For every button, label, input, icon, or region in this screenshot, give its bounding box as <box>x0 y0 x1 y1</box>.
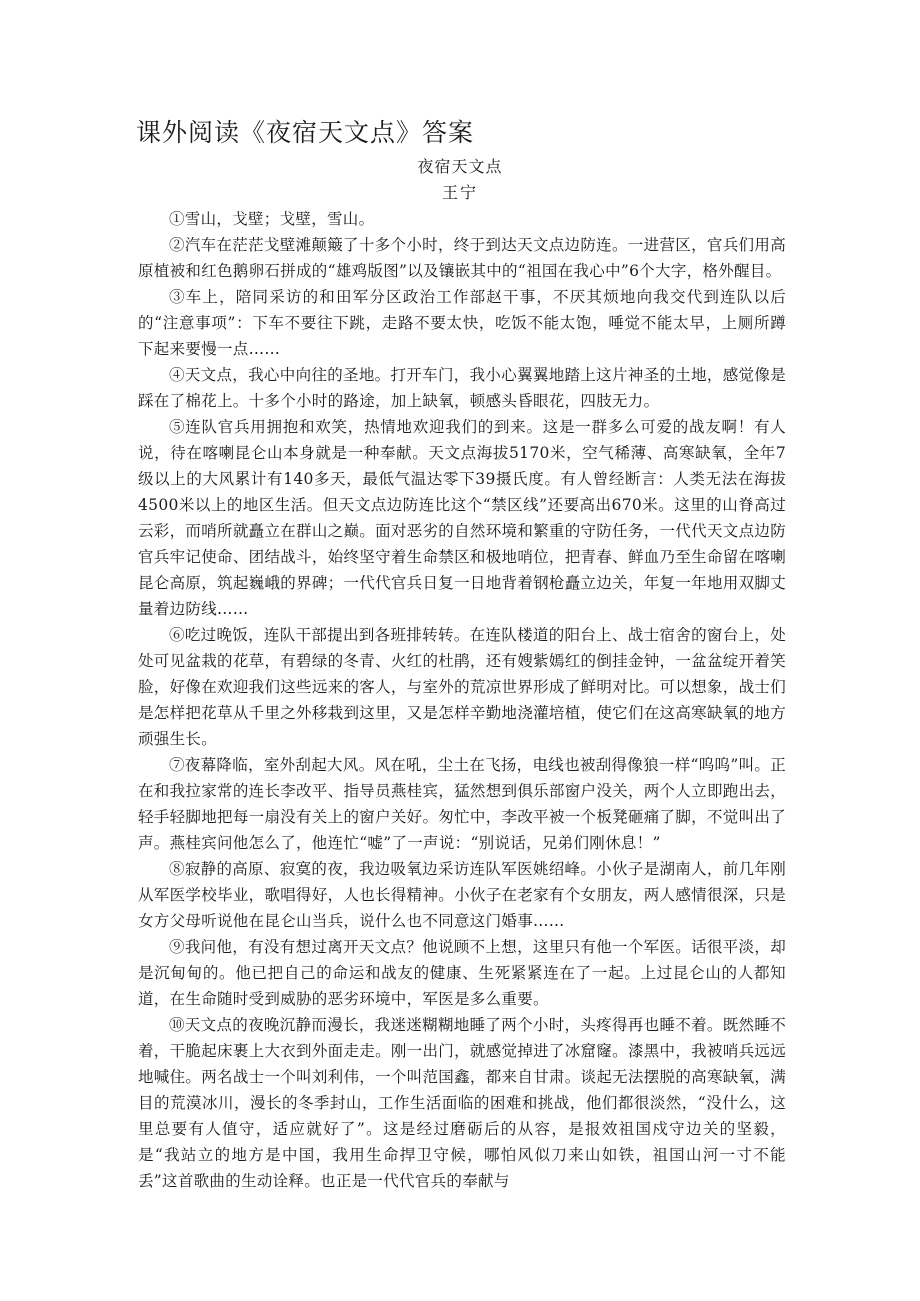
paragraph-3: ③车上，陪同采访的和田军分区政治工作部赵干事，不厌其烦地向我交代到连队以后的“注意事项”：下车不要往下跳，走路不要太快，吃饭不能太饱，唾觉不能太早，上厕所蹲下起来要慢一点…… <box>138 288 786 358</box>
article-body <box>138 206 786 1194</box>
paragraph-9: ⑨我问他，有没有想过离开天文点？他说顾不上想，这里只有他一个军医。话很平淡，却是沉甸甸的。他已把自己的命运和战友的健康、生死紧紧连在了一起。上过昆仑山的人都知道，在生命随时受到威胁的恶劣环境中，军医是多么重要。 <box>138 938 786 1008</box>
article-author: 王宁 <box>441 183 478 202</box>
document-heading: 课外阅读《夜宿天文点》答案 <box>136 118 475 147</box>
paragraph-10: ⑩天文点的夜晚沉静而漫长，我迷迷糊糊地睡了两个小时，头疼得再也睡不着。既然睡不着，干脆起床裹上大衣到外面走走。刚一出门，就感觉掉进了冰窟窿。漆黑中，我被哨兵远远地喊住。两名战士一个叫刘利伟，一个叫范国鑫，都来自甘肃。谈起无法摆脱的高寒缺氧，满目的荒漠冰川，漫长的冬季封山，工作生活面临的困难和挑战，他们都很淡然，“没什么，这里总要有人值守，适应就好了”。这是经过磨砺后的从容，是报效祖国戍守边关的坚毅，是“我站立的地方是中国，我用生命捍卫守候，哪怕风似刀来山如铁，祖国山河一寸不能丢”这首歌曲的生动诠释。也正是一代代官兵的奉献与 <box>138 1016 786 1190</box>
paragraph-7: ⑦夜幕降临，室外刮起大风。风在吼，尘土在飞扬，电线也被刮得像狼一样“呜呜”叫。正在和我拉家常的连长李改平、指导员燕桂宾，猛然想到俱乐部窗户没关，两个人立即跑出去，轻手轻脚地把每一扇没有关上的窗户关好。匆忙中，李改平被一个板凳砸痛了脚，不觉叫出了声。燕桂宾问他怎么了，他连忙“嘘”了一声说：“别说话，兄弟们刚休息！” <box>138 756 786 852</box>
paragraph-1: ①雪山，戈壁；戈壁，雪山。 <box>169 210 375 228</box>
article-title: 夜宿天文点 <box>417 157 503 176</box>
paragraph-4: ④天文点，我心中向往的圣地。打开车门，我小心翼翼地踏上这片神圣的土地，感觉像是踩在了棉花上。十多个小时的路途，加上缺氧，顿感头昏眼花，四肢无力。 <box>138 366 786 410</box>
paragraph-6: ⑥吃过晚饭，连队干部提出到各班排转转。在连队楼道的阳台上、战士宿舍的窗台上，处处可见盆栽的花草，有碧绿的冬青、火红的杜鹃，还有嫂紫嫣红的倒挂金钟，一盆盆绽开着笑脸，好像在欢迎我们这些远来的客人，与室外的荒凉世界形成了鲜明对比。可以想象，战士们是怎样把花草从千里之外移栽到这里，又是怎样辛勤地浇灌培植，使它们在这高寒缺氧的地方顽强生长。 <box>138 626 786 748</box>
paragraph-2: ②汽车在茫茫戈壁滩颠簸了十多个小时，终于到达天文点边防连。一进营区，官兵们用高原植被和红色鹅卵石拼成的“雄鸡版图”以及镶嵌其中的“祖国在我心中”6个大字，格外醒目。 <box>138 236 786 280</box>
paragraph-8: ⑧寂静的高原、寂寞的夜，我边吸氧边采访连队军医姚绍峰。小伙子是湖南人，前几年刚从军医学校毕业，歌唱得好，人也长得精神。小伙子在老家有个女朋友，两人感情很深，只是女方父母听说他在昆仑山当兵，说什么也不同意这门婚事…… <box>138 860 786 930</box>
paragraph-5: ⑤连队官兵用拥抱和欢笑，热情地欢迎我们的到来。这是一群多么可爱的战友啊！有人说，待在喀喇昆仑山本身就是一种奉献。天文点海拔5170米，空气稀薄、高寒缺氧，全年7级以上的大风累计有140多天，最低气温达零下39摄氏度。有人曾经断言：人类无法在海拔4500米以上的地区生活。但天文点边防连比这个“禁区线”还要高出670米。这里的山脊高过云彩，而哨所就矗立在群山之巅。面对恶劣的自然环境和繁重的守防任务，一代代天文点边防官兵牢记使命、团结战斗，始终坚守着生命禁区和极地哨位，把青春、鲜血乃至生命留在喀喇昆仑高原，筑起巍峨的界碑；一代代官兵日复一日地背着钢枪矗立边关，年复一年地用双脚丈量着边防线…… <box>138 418 786 618</box>
